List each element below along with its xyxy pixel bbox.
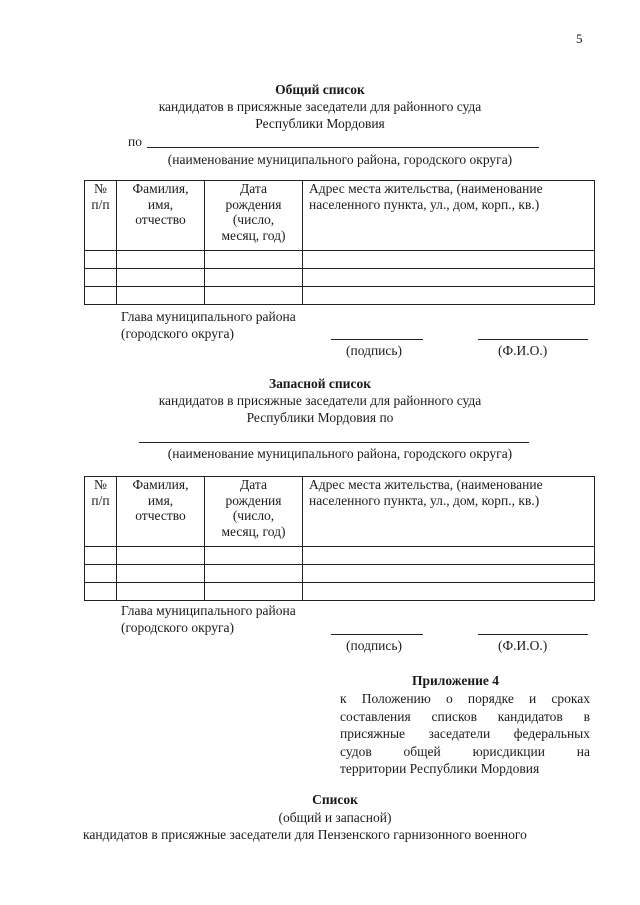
- list1-signature-label: (подпись): [346, 343, 403, 358]
- appendix-line: к Положению о порядке и сроках: [340, 691, 590, 706]
- list2-table-header-row: [85, 477, 595, 547]
- list2-col-dob-header: Дата рождения (число, месяц, год): [205, 477, 303, 547]
- list3-title: Список: [312, 792, 358, 807]
- appendix-line: судов общей юрисдикции на: [340, 743, 590, 759]
- appendix-line: присяжные заседатели федеральных: [340, 726, 590, 741]
- list1-signature-line: [331, 339, 423, 340]
- list3-subtitle-line1: (общий и запасной): [278, 810, 392, 825]
- appendix-text: [340, 690, 590, 778]
- list1-district-caption: (наименование муниципального района, городского округа): [167, 152, 513, 167]
- list2-head-line1: Глава муниципального района: [121, 603, 296, 618]
- list1-district-blank-line: [147, 147, 539, 148]
- list1-title: Общий список: [275, 82, 365, 97]
- table-row: [85, 269, 595, 287]
- list2-title: Запасной список: [269, 376, 371, 391]
- list1-col-address-header: Адрес места жительства, (наименование населенного пункта, ул., дом, корп., кв.): [303, 181, 595, 251]
- table-row: [85, 583, 595, 601]
- list2-head-line2: (городского округа): [121, 620, 235, 635]
- list2-col-name-header: Фамилия, имя, отчество: [117, 477, 205, 547]
- list2-signature-line: [331, 634, 423, 635]
- table-row: [85, 547, 595, 565]
- page-number: 5: [576, 31, 583, 46]
- appendix-line: составления списков кандидатов в: [340, 708, 590, 724]
- list2-district-caption: (наименование муниципального района, городского округа): [167, 446, 513, 461]
- list1-col-dob-header: Дата рождения (число, месяц, год): [205, 181, 303, 251]
- list2-subtitle-line1: кандидатов в присяжные заседатели для районного суда: [158, 393, 482, 408]
- appendix-line: территории Республики Мордовия: [340, 761, 540, 776]
- list2-col-number-header: № п/п: [85, 477, 117, 547]
- list1-fio-line: [478, 339, 588, 340]
- list1-head-line2: (городского округа): [121, 326, 235, 341]
- list3-subtitle-line2: кандидатов в присяжные заседатели для Пензенского гарнизонного военного: [83, 827, 527, 842]
- list1-subtitle-line1: кандидатов в присяжные заседатели для районного суда: [158, 99, 482, 114]
- list1-table-header-row: [85, 181, 595, 251]
- list1-head-line1: Глава муниципального района: [121, 309, 296, 324]
- list2-district-blank-line: [139, 442, 529, 443]
- list2-fio-line: [478, 634, 588, 635]
- list1-fio-label: (Ф.И.О.): [498, 343, 548, 358]
- list1-col-name-header: Фамилия, имя, отчество: [117, 181, 205, 251]
- list2-col-address-header: Адрес места жительства, (наименование населенного пункта, ул., дом, корп., кв.): [303, 477, 595, 547]
- table-row: [85, 251, 595, 269]
- table-row: [85, 287, 595, 305]
- appendix-title: Приложение 4: [412, 673, 500, 688]
- list2-signature-label: (подпись): [346, 638, 403, 653]
- list2-table: [84, 476, 595, 601]
- list1-subtitle-line2: Республики Мордовия: [255, 116, 385, 131]
- list1-table: [84, 180, 595, 305]
- table-row: [85, 565, 595, 583]
- list1-po-label: по: [128, 134, 142, 149]
- list2-fio-label: (Ф.И.О.): [498, 638, 548, 653]
- list1-col-number-header: № п/п: [85, 181, 117, 251]
- list2-subtitle-line2: Республики Мордовия по: [246, 410, 394, 425]
